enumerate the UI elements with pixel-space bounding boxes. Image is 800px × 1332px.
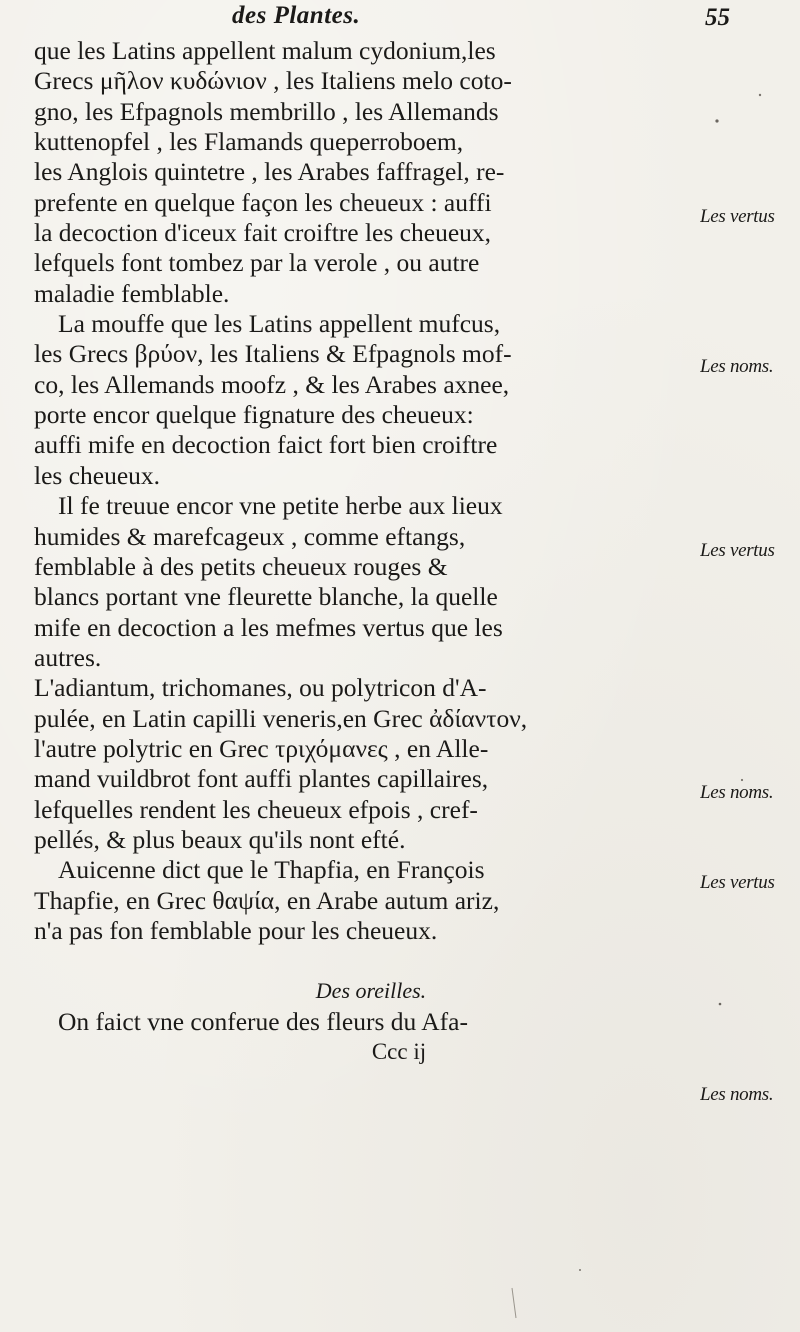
text-line: que les Latins appellent malum cydonium,les — [34, 36, 496, 65]
text-line: maladie femblable. — [34, 278, 230, 308]
text-line: mife en decoction a les mefmes vertus que les — [34, 612, 503, 642]
margin-note: Les noms. — [700, 356, 774, 377]
margin-notes — [700, 36, 800, 1105]
text-line: Auicenne dict que le Thapfia, en François — [58, 855, 485, 885]
text-line: On faict vne conferue des fleurs du Afa- — [58, 1006, 468, 1036]
body-text — [34, 36, 694, 1067]
text-line: porte encor quelque fignature des cheueux: — [34, 400, 474, 430]
margin-note: Les noms. — [700, 1084, 774, 1105]
margin-note: Les vertus — [700, 206, 775, 227]
margin-note: Les vertus — [700, 872, 775, 893]
text-line: auffi mife en decoction faict fort bien croiftre — [34, 430, 498, 460]
text-line: mand vuildbrot font auffi plantes capillaires, — [34, 764, 489, 794]
text-line: gno, les Efpagnols membrillo , les Allemands — [34, 96, 499, 126]
text-line: n'a pas fon femblable pour les cheueux. — [34, 915, 438, 945]
text-line: Il fe treuue encor vne petite herbe aux lieux — [58, 491, 503, 521]
text-line: humides & marefcageux , comme eftangs, — [34, 521, 466, 551]
text-line: prefente en quelque façon les cheueux : auffi — [34, 187, 492, 217]
section-subheading: Des oreilles. — [315, 978, 427, 1004]
page-number: 55 — [705, 4, 730, 31]
text-line: la decoction d'iceux fait croiftre les cheueux, — [34, 218, 492, 248]
text-line: Thapfie, en Grec θαψία, en Arabe autum ariz, — [34, 885, 500, 915]
blank-line — [34, 946, 694, 976]
text-line: Grecs μῆλον κυδώνιον , les Italiens melo coto- — [34, 66, 512, 96]
text-line: l'autre polytric en Grec τριχόμανες , en Alle- — [34, 733, 489, 763]
text-line: lefquelles rendent les cheueux efpois , cref- — [34, 794, 478, 824]
text-line: co, les Allemands moofz , & les Arabes axnee, — [34, 369, 510, 399]
text-line: autres. — [34, 642, 102, 672]
text-line: blancs portant vne fleurette blanche, la quelle — [34, 582, 498, 612]
margin-note: Les vertus — [700, 540, 775, 561]
text-line: femblable à des petits cheueux rouges & — [34, 551, 448, 581]
running-title: des Plantes. — [232, 2, 361, 29]
text-line: les Grecs βρύον, les Italiens & Efpagnols mof- — [34, 339, 512, 369]
text-line: kuttenopfel , les Flamands queperroboem, — [34, 127, 464, 157]
running-head — [0, 2, 800, 36]
text-line: L'adiantum, trichomanes, ou polytricon d'A- — [34, 673, 487, 703]
text-line: La mouffe que les Latins appellent mufcus, — [58, 309, 501, 339]
text-line: les cheueux. — [34, 460, 161, 490]
text-line: pellés, & plus beaux qu'ils nont efté. — [34, 824, 406, 854]
margin-note: Les noms. — [700, 782, 774, 803]
signature-mark: Ccc ij — [371, 1039, 427, 1064]
text-line: pulée, en Latin capilli veneris,en Grec ἀδίαντον, — [34, 703, 528, 733]
text-line: les Anglois quintetre , les Arabes faffragel, re- — [34, 157, 505, 187]
text-line: lefquels font tombez par la verole , ou autre — [34, 248, 480, 278]
